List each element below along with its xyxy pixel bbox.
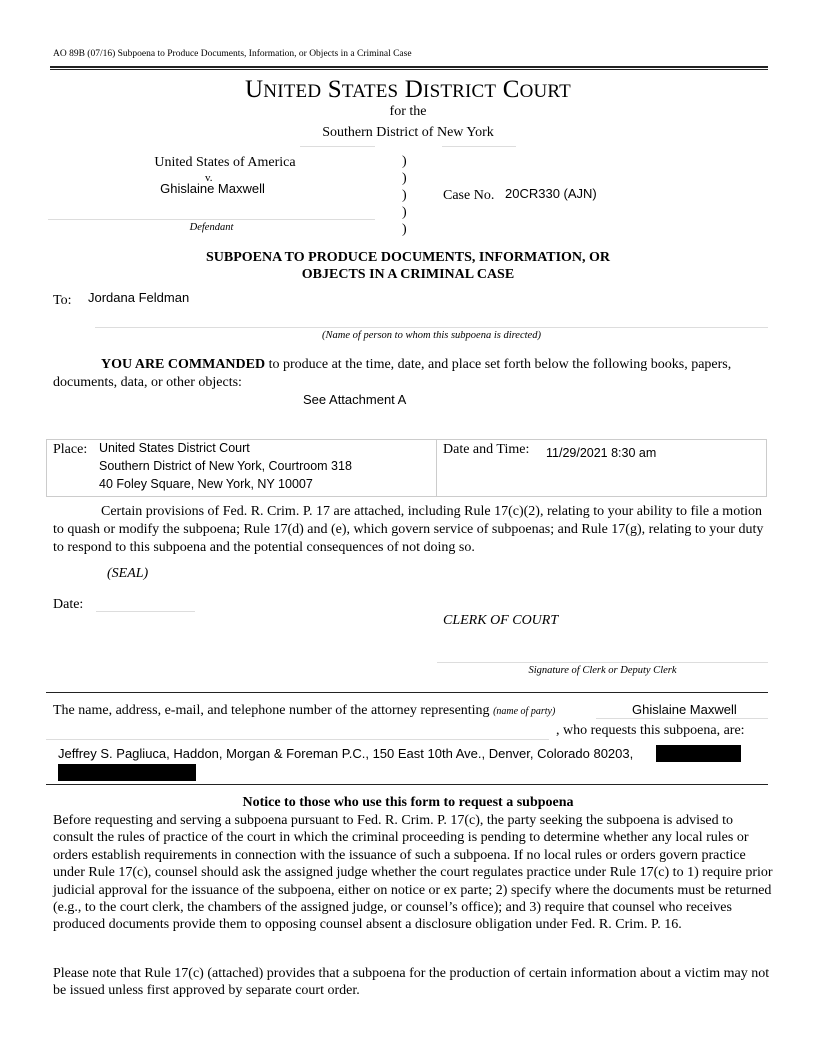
caption-paren: )	[402, 222, 407, 237]
versus-label: v.	[205, 172, 213, 184]
caption-paren: )	[402, 154, 407, 169]
datetime-label: Date and Time:	[443, 442, 530, 457]
signature-caption: Signature of Clerk or Deputy Clerk	[528, 665, 677, 676]
place-field[interactable]	[99, 439, 352, 493]
items-field[interactable]: See Attachment A	[303, 392, 407, 407]
redaction-box	[58, 764, 196, 781]
attorney-section-top-rule	[46, 692, 768, 693]
signature-field-line[interactable]	[437, 662, 768, 663]
plaintiff-name: United States of America	[154, 155, 296, 170]
redaction-box	[656, 745, 741, 762]
command-paragraph	[53, 356, 773, 392]
attorney-section-bottom-rule	[46, 784, 768, 785]
party-name-field[interactable]: Ghislaine Maxwell	[632, 702, 737, 717]
for-the-label: for the	[389, 104, 427, 119]
form-identifier: AO 89B (07/16) Subpoena to Produce Documents, Information, or Objects in a Criminal Case	[53, 49, 412, 59]
district-field-line-left	[300, 146, 375, 147]
notice-body: Before requesting and serving a subpoena pursuant to Fed. R. Crim. P. 17(c), the party seeking the subpoena is advised to consult the rules of practice of the court in which the criminal proceeding is pending to determine whether any local rules or orders establish requirements in connection with the issuance of such a subpoena. If no local rules or orders govern practice under Rule 17(c), counsel should ask the assigned judge whether the court regulates practice under Rule 17(c) to 1) require prior judicial approval for the issuance of the subpoena, either on notice or ex parte; 2) specify where the documents must be returned (e.g., to the court clerk, the chambers of the assigned judge, or counsel’s office); and 3) require that counsel who receives produced documents provide them to opposing counsel absent a disclosure obligation under Fed. R. Crim. P. 16.	[53, 813, 773, 933]
caption-paren: )	[402, 188, 407, 203]
case-number-field[interactable]: 20CR330 (AJN)	[505, 186, 597, 201]
name-of-party-hint: (name of party)	[493, 706, 556, 717]
court-title-word-2: STATES	[327, 76, 399, 103]
provisions-paragraph: Certain provisions of Fed. R. Crim. P. 17 are attached, including Rule 17(c)(2), relating to your ability to file a motion to quash or modify the subpoena; Rule 17(d) and (e), which govern service of subpoenas; and Rule 17(g), relating to your duty to respond to this subpoena and the potential consequences of not doing so.	[53, 504, 764, 555]
district-name[interactable]: Southern District of New York	[322, 125, 494, 140]
defendant-field-line	[48, 219, 375, 220]
subpoena-title-line-1: SUBPOENA TO PRODUCE DOCUMENTS, INFORMATION, OR	[205, 250, 611, 265]
court-title	[0, 76, 816, 104]
court-title-word-4: COURT	[502, 76, 571, 103]
defendant-name-field[interactable]: Ghislaine Maxwell	[160, 181, 265, 196]
subpoena-title	[0, 249, 816, 283]
place-line: United States District Court	[99, 441, 250, 455]
command-text: to produce at the time, date, and place set forth below the following books, papers, documents, data, or other objects:	[53, 357, 732, 390]
district-field-line-right	[442, 146, 516, 147]
requests-text: , who requests this subpoena, are:	[556, 723, 745, 738]
datetime-field[interactable]: 11/29/2021 8:30 am	[546, 446, 657, 460]
defendant-label: Defendant	[189, 222, 234, 233]
victim-note: Please note that Rule 17(c) (attached) provides that a subpoena for the production of certain information about a victim may not be issued unless first approved by separate court order.	[53, 966, 770, 999]
header-rule-thin	[50, 69, 768, 70]
attorney-intro-text: The name, address, e-mail, and telephone number of the attorney representing	[53, 703, 494, 718]
attorney-intro	[53, 703, 555, 719]
attorney-info-field[interactable]: Jeffrey S. Pagliuca, Haddon, Morgan & Foreman P.C., 150 East 10th Ave., Denver, Colorado 80203,	[58, 746, 634, 761]
requests-field-line	[46, 739, 549, 740]
caption-paren: )	[402, 171, 407, 186]
place-label: Place:	[53, 442, 88, 457]
header-rule-thick	[50, 66, 768, 68]
seal-label: (SEAL)	[107, 566, 149, 581]
to-label: To:	[53, 293, 72, 308]
recipient-field-line	[95, 327, 768, 328]
case-number-label: Case No.	[443, 188, 495, 203]
command-lead: YOU ARE COMMANDED	[101, 357, 266, 372]
place-datetime-divider	[436, 439, 437, 497]
recipient-caption: (Name of person to whom this subpoena is directed)	[322, 330, 541, 341]
caption-paren: )	[402, 205, 407, 220]
clerk-of-court-label: CLERK OF COURT	[443, 613, 559, 628]
subpoena-title-line-2: OBJECTS IN A CRIMINAL CASE	[301, 267, 515, 282]
place-line: Southern District of New York, Courtroom 318	[99, 459, 352, 473]
date-label: Date:	[53, 597, 84, 612]
notice-title: Notice to those who use this form to request a subpoena	[242, 795, 574, 810]
court-title-word-1: UNITED	[245, 76, 322, 103]
recipient-name-field[interactable]: Jordana Feldman	[88, 290, 190, 305]
place-line: 40 Foley Square, New York, NY 10007	[99, 477, 313, 491]
date-field[interactable]	[96, 611, 195, 612]
court-title-word-3: DISTRICT	[404, 76, 497, 103]
party-field-line	[596, 718, 768, 719]
